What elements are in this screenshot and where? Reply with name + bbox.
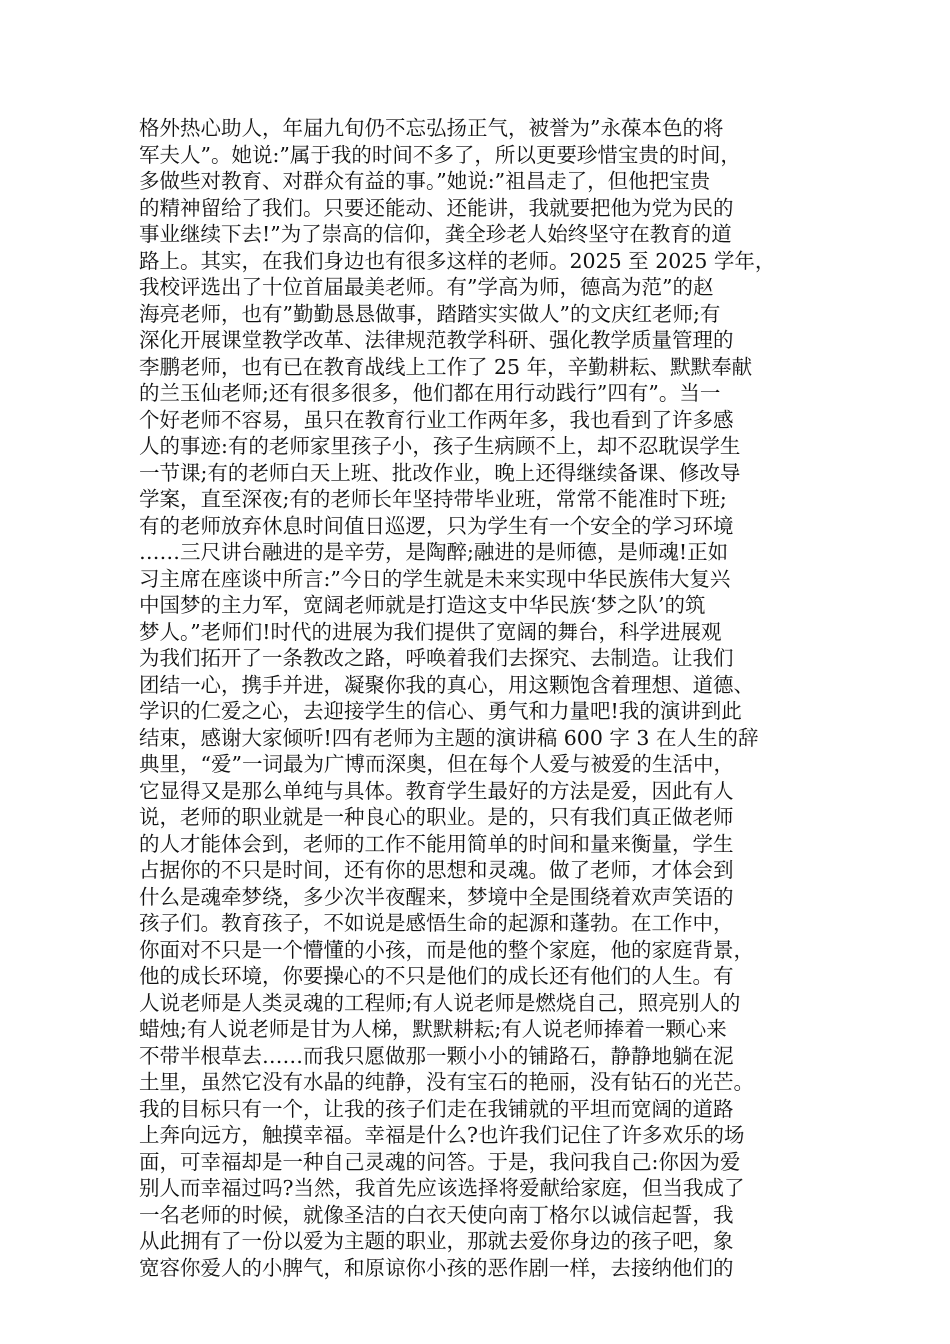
text-line: 团结一心，携手并进，凝聚你我的真心，用这颗饱含着理想、道德、 <box>139 672 754 697</box>
text-line: 我校评选出了十位首届最美老师。有”学高为师，德高为范”的赵 <box>139 275 714 299</box>
text-line: 宽容你爱人的小脾气，和原谅你小孩的恶作剧一样，去接纳他们的 <box>139 1255 734 1280</box>
text-line: 面，可幸福却是一种自己灵魂的问答。于是，我问我自己:你因为爱 <box>139 1149 741 1174</box>
text-line: 中国梦的主力军，宽阔老师就是打造这支中华民族‘梦之队’的筑 <box>139 593 706 617</box>
text-line: 他的成长环境，你要操心的不只是他们的成长还有他们的人生。有 <box>139 964 734 988</box>
text-line: 上奔向远方，触摸幸福。幸福是什么?也许我们记住了许多欢乐的场 <box>139 1123 745 1147</box>
text-line: 为我们拓开了一条教改之路，呼唤着我们去探究、去制造。让我们 <box>139 646 734 670</box>
body-text <box>139 115 819 1281</box>
text-line: 别人而幸福过吗?当然，我首先应该选择将爱献给家庭，但当我成了 <box>139 1176 745 1200</box>
text-line: 事业继续下去!”为了崇高的信仰，龚全珍老人始终坚守在教育的道 <box>139 222 732 246</box>
text-line: 深化开展课堂教学改革、法律规范教学科研、强化教学质量管理的 <box>139 328 734 352</box>
text-line: 土里，虽然它没有水晶的纯静，没有宝石的艳丽，没有钻石的光芒。 <box>139 1070 754 1094</box>
text-line: ……三尺讲台融进的是辛劳，是陶醉;融进的是师德，是师魂!正如 <box>139 540 729 564</box>
text-line: 我的目标只有一个，让我的孩子们走在我铺就的平坦而宽阔的道路 <box>139 1096 734 1121</box>
text-line: 格外热心助人，年届九旬仍不忘弘扬正气，被誉为”永葆本色的将 <box>139 116 724 140</box>
text-line: 的人才能体会到，老师的工作不能用简单的时间和量来衡量，学生 <box>139 831 734 856</box>
text-line: 结束，感谢大家倾听!四有老师为主题的演讲稿 600 字 3 在人生的辞 <box>139 725 759 750</box>
text-line: 海亮老师，也有”勤勤恳恳做事，踏踏实实做人”的文庆红老师;有 <box>139 301 721 326</box>
text-line: 人说老师是人类灵魂的工程师;有人说老师是燃烧自己，照亮别人的 <box>139 990 741 1015</box>
text-line: 蜡烛;有人说老师是甘为人梯，默默耕耘;有人说老师捧着一颗心来 <box>139 1017 727 1041</box>
text-line: 李鹏老师，也有已在教育战线上工作了 25 年，辛勤耕耘、默默奉献 <box>139 354 753 379</box>
text-line: 一节课;有的老师白天上班、批改作业，晚上还得继续备课、修改导 <box>139 460 741 485</box>
text-line: 它显得又是那么单纯与具体。教育学生最好的方法是爱，因此有人 <box>139 778 734 803</box>
text-line: 从此拥有了一份以爱为主题的职业，那就去爱你身边的孩子吧，象 <box>139 1229 734 1253</box>
text-line: 多做些对教育、对群众有益的事。”她说:”祖昌走了，但他把宝贵 <box>139 169 711 193</box>
text-line: 典里，“爱”一词最为广博而深奥，但在每个人爱与被爱的生活中， <box>139 752 734 776</box>
text-line: 不带半根草去……而我只愿做那一颗小小的铺路石，静静地躺在泥 <box>139 1043 734 1068</box>
text-line: 学案，直至深夜;有的老师长年坚持带毕业班，常常不能准时下班; <box>139 487 727 511</box>
text-line: 习主席在座谈中所言:”今日的学生就是未来实现中华民族伟大复兴 <box>139 566 731 591</box>
text-line: 的精神留给了我们。只要还能动、还能讲，我就要把他为党为民的 <box>139 195 734 220</box>
text-line: 学识的仁爱之心，去迎接学生的信心、勇气和力量吧!我的演讲到此 <box>139 699 742 723</box>
text-line: 说，老师的职业就是一种良心的职业。是的，只有我们真正做老师 <box>139 805 734 829</box>
text-line: 路上。其实，在我们身边也有很多这样的老师。2025 至 2025 学年， <box>139 248 776 273</box>
text-line: 占据你的不只是时间，还有你的思想和灵魂。做了老师，才体会到 <box>139 858 734 882</box>
text-line: 什么是魂牵梦绕，多少次半夜醒来，梦境中全是围绕着欢声笑语的 <box>139 884 734 909</box>
text-line: 个好老师不容易，虽只在教育行业工作两年多，我也看到了许多感 <box>139 407 734 432</box>
text-line: 军夫人”。她说:”属于我的时间不多了，所以更要珍惜宝贵的时间， <box>139 142 741 167</box>
text-line: 人的事迹:有的老师家里孩子小，孩子生病顾不上，却不忍耽误学生 <box>139 434 741 458</box>
text-line: 孩子们。教育孩子，不如说是感悟生命的起源和蓬勃。在工作中， <box>139 911 734 935</box>
text-line: 有的老师放弃休息时间值日巡逻，只为学生有一个安全的学习环境 <box>139 513 734 538</box>
text-line: 的兰玉仙老师;还有很多很多，他们都在用行动践行”四有”。当一 <box>139 381 721 405</box>
text-line: 你面对不只是一个懵懂的小孩，而是他的整个家庭，他的家庭背景， <box>139 937 754 962</box>
text-line: 梦人。”老师们!时代的进展为我们提供了宽阔的舞台，科学进展观 <box>139 619 722 644</box>
text-line: 一名老师的时候，就像圣洁的白衣天使向南丁格尔以诚信起誓，我 <box>139 1202 734 1227</box>
